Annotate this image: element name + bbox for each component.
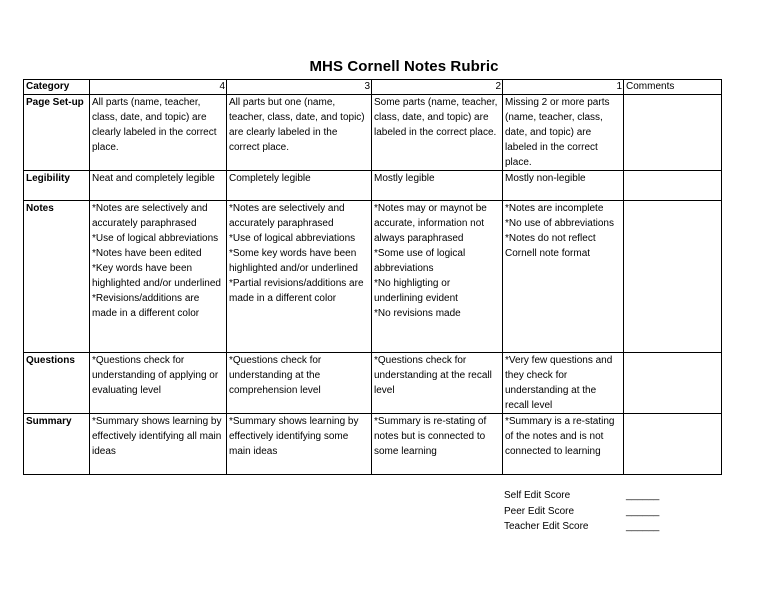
- cell-score-3: *Notes are selectively and accurately paraphrased *Use of logical abbreviations *Some key words have been highlighted and/or underlined *Partial revisions/additions are made in a different color: [227, 201, 372, 353]
- score-blank[interactable]: ______: [626, 490, 660, 501]
- header-category: Category: [24, 80, 90, 95]
- peer-edit-score: [504, 504, 662, 520]
- cell-comments[interactable]: [624, 353, 722, 414]
- cell-comments[interactable]: [624, 414, 722, 475]
- row-category: Page Set-up: [24, 95, 90, 171]
- page-title: MHS Cornell Notes Rubric: [309, 58, 499, 75]
- header-score-2: 2: [372, 80, 503, 95]
- cell-score-2: *Questions check for understanding at the recall level: [372, 353, 503, 414]
- header-row: [24, 80, 722, 95]
- cell-score-3: *Questions check for understanding at the comprehension level: [227, 353, 372, 414]
- row-category: Notes: [24, 201, 90, 353]
- cell-score-3: Completely legible: [227, 171, 372, 201]
- self-edit-score: [504, 488, 662, 504]
- row-category: Summary: [24, 414, 90, 475]
- cell-score-1: *Summary is a re-stating of the notes and is not connected to learning: [503, 414, 624, 475]
- cell-score-4: *Notes are selectively and accurately paraphrased *Use of logical abbreviations *Notes have been edited *Key words have been highlighted and/or underlined *Revisions/additions are made in a different color: [90, 201, 227, 353]
- cell-score-4: *Summary shows learning by effectively identifying all main ideas: [90, 414, 227, 475]
- cell-score-1: *Very few questions and they check for understanding at the recall level: [503, 353, 624, 414]
- score-label: Self Edit Score: [504, 490, 571, 501]
- score-summary: [504, 488, 662, 535]
- table-row: [24, 353, 722, 414]
- score-blank[interactable]: ______: [626, 521, 660, 532]
- cell-comments[interactable]: [624, 201, 722, 353]
- cell-score-1: *Notes are incomplete *No use of abbreviations *Notes do not reflect Cornell note format: [503, 201, 624, 353]
- cell-score-2: Some parts (name, teacher, class, date, and topic) are labeled in the correct place.: [372, 95, 503, 171]
- cell-score-1: Mostly non-legible: [503, 171, 624, 201]
- table-row: [24, 95, 722, 171]
- table-row: [24, 414, 722, 475]
- header-comments: Comments: [624, 80, 722, 95]
- rubric-table: [23, 79, 722, 475]
- cell-score-2: Mostly legible: [372, 171, 503, 201]
- row-category: Legibility: [24, 171, 90, 201]
- score-label: Teacher Edit Score: [504, 521, 589, 532]
- cell-score-3: All parts but one (name, teacher, class, date, and topic) are clearly labeled in the correct place.: [227, 95, 372, 171]
- cell-score-1: Missing 2 or more parts (name, teacher, class, date, and topic) are labeled in the correct place.: [503, 95, 624, 171]
- table-row: [24, 201, 722, 353]
- cell-score-4: All parts (name, teacher, class, date, and topic) are clearly labeled in the correct place.: [90, 95, 227, 171]
- table-row: [24, 171, 722, 201]
- cell-score-4: *Questions check for understanding of applying or evaluating level: [90, 353, 227, 414]
- teacher-edit-score: [504, 519, 662, 535]
- cell-score-4: Neat and completely legible: [90, 171, 227, 201]
- cell-comments[interactable]: [624, 171, 722, 201]
- score-blank[interactable]: ______: [626, 505, 660, 517]
- cell-score-2: *Summary is re-stating of notes but is connected to some learning: [372, 414, 503, 475]
- header-score-4: 4: [90, 80, 227, 95]
- cell-score-2: *Notes may or maynot be accurate, information not always paraphrased *Some use of logical abbreviations *No highligting or underlining evident *No revisions made: [372, 201, 503, 353]
- cell-score-3: *Summary shows learning by effectively identifying some main ideas: [227, 414, 372, 475]
- row-category: Questions: [24, 353, 90, 414]
- score-label: Peer Edit Score: [504, 505, 575, 517]
- header-score-3: 3: [227, 80, 372, 95]
- cell-comments[interactable]: [624, 95, 722, 171]
- header-score-1: 1: [503, 80, 624, 95]
